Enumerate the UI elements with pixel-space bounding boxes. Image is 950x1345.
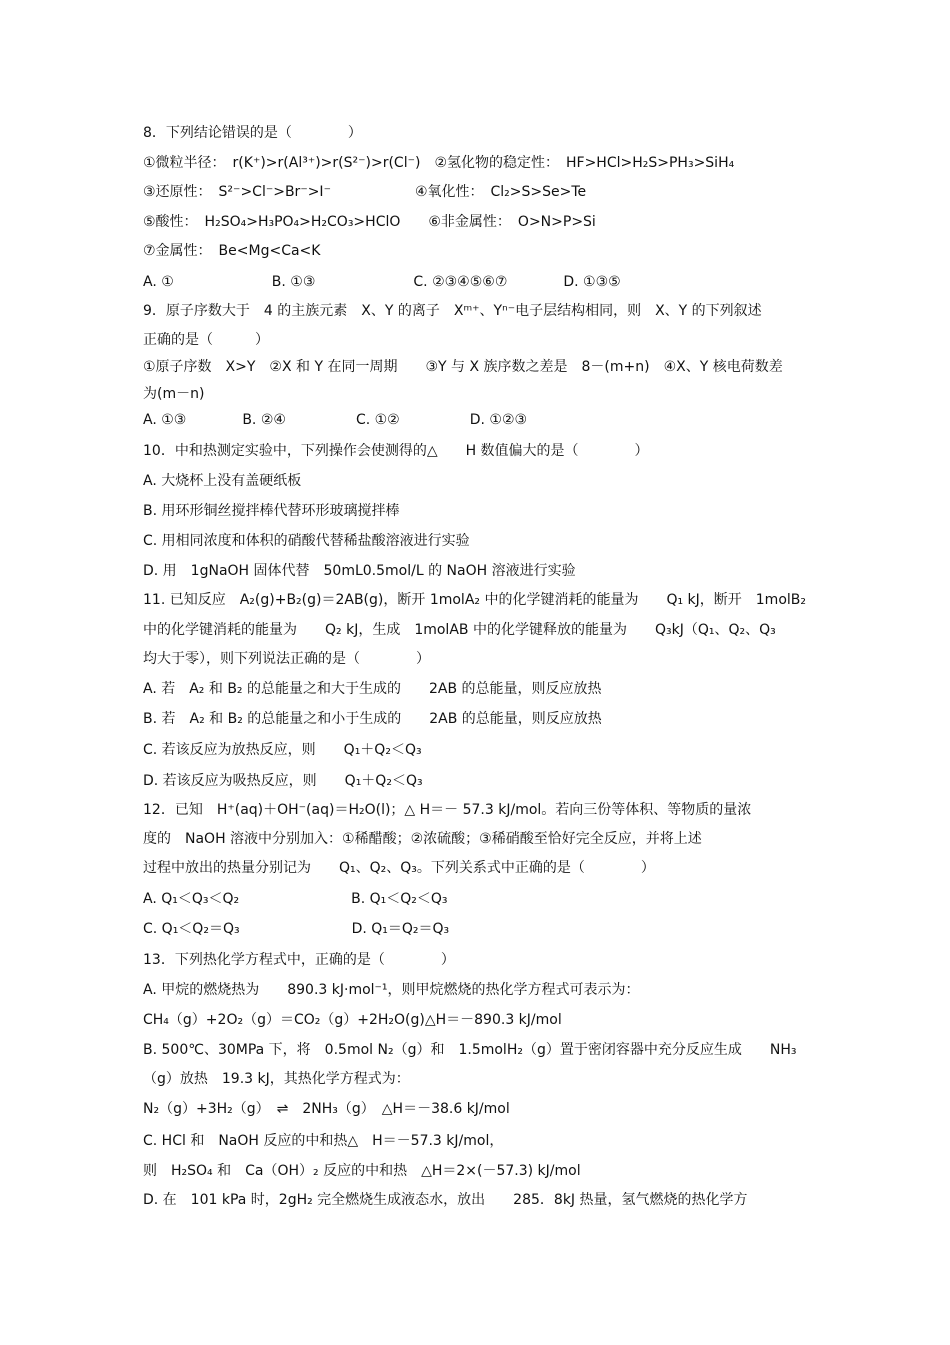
q8-item-1-2: ①微粒半径： r(K⁺)>r(Al³⁺)>r(S²⁻)>r(Cl⁻) ②氢化物的稳定性： HF>HCl>H₂S>PH₃>SiH₄: [143, 155, 735, 171]
q8-options: A. ① B. ①③ C. ②③④⑤⑥⑦ D. ①③⑤: [143, 274, 621, 290]
q8-item-7: ⑦金属性： Be<Mg<Ca<K: [143, 243, 321, 259]
q13-option-a: A. 甲烷的燃烧热为 890.3 kJ·mol⁻¹，则甲烷燃烧的热化学方程式可表示为：: [143, 982, 640, 998]
q13-option-b-equation: N₂（g）+3H₂（g） ⇌ 2NH₃（g） △H＝－38.6 kJ/mol: [143, 1101, 510, 1117]
q13-option-b-cont: （g）放热 19.3 kJ，其热化学方程式为：: [143, 1071, 410, 1087]
q11-option-a: A. 若 A₂ 和 B₂ 的总能量之和大于生成的 2AB 的总能量，则反应放热: [143, 681, 602, 697]
q13-option-c: C. HCl 和 NaOH 反应的中和热△ H＝－57.3 kJ/mol，: [143, 1133, 504, 1149]
q9-items: ①原子序数 X>Y ②X 和 Y 在同一周期 ③Y 与 X 族序数之差是 8－(m+n) ④X、Y 核电荷数差: [143, 359, 783, 375]
q13-option-d: D. 在 101 kPa 时，2gH₂ 完全燃烧生成液态水，放出 285．8kJ 热量，氢气燃烧的热化学方: [143, 1192, 748, 1208]
q12-options-cd: C. Q₁＜Q₂＝Q₃ D. Q₁＝Q₂＝Q₃: [143, 921, 450, 937]
q13-stem: 13．下列热化学方程式中，正确的是（ ）: [143, 952, 455, 968]
q11-option-c: C. 若该反应为放热反应，则 Q₁＋Q₂＜Q₃: [143, 742, 422, 758]
q11-option-b: B. 若 A₂ 和 B₂ 的总能量之和小于生成的 2AB 的总能量，则反应放热: [143, 711, 602, 727]
q11-stem: 11. 已知反应 A₂(g)+B₂(g)＝2AB(g)，断开 1molA₂ 中的化学键消耗的能量为 Q₁ kJ，断开 1molB₂: [143, 592, 806, 608]
q11-stem-cont2: 均大于零），则下列说法正确的是（ ）: [143, 651, 430, 667]
q13-option-b: B. 500℃、30MPa 下，将 0.5mol N₂（g）和 1.5molH₂（g）置于密闭容器中充分反应生成 NH₃: [143, 1042, 797, 1058]
q9-stem-cont: 正确的是（ ）: [143, 332, 269, 348]
q12-stem-cont1: 度的 NaOH 溶液中分别加入：①稀醋酸；②浓硫酸；③稀硝酸至恰好完全反应，并将上述: [143, 831, 702, 847]
q10-option-c: C. 用相同浓度和体积的硝酸代替稀盐酸溶液进行实验: [143, 533, 470, 549]
q8-item-3-4: ③还原性： S²⁻>Cl⁻>Br⁻>I⁻ ④氧化性： Cl₂>S>Se>Te: [143, 184, 587, 200]
q13-option-a-equation: CH₄（g）+2O₂（g）＝CO₂（g）+2H₂O(g)△H＝－890.3 kJ/mol: [143, 1012, 562, 1028]
q10-option-b: B. 用环形铜丝搅拌棒代替环形玻璃搅拌棒: [143, 503, 400, 519]
q8-stem: 8．下列结论错误的是（ ）: [143, 125, 362, 141]
q13-option-c-cont: 则 H₂SO₄ 和 Ca（OH）₂ 反应的中和热 △H＝2×(－57.3) kJ/mol: [143, 1163, 581, 1179]
q9-items-cont: 为(m－n): [143, 386, 205, 402]
q12-stem: 12．已知 H⁺(aq)＋OH⁻(aq)＝H₂O(l)；△ H＝－ 57.3 kJ/mol。若向三份等体积、等物质的量浓: [143, 802, 752, 818]
q8-item-5-6: ⑤酸性： H₂SO₄>H₃PO₄>H₂CO₃>HClO ⑥非金属性： O>N>P>Si: [143, 214, 596, 230]
q9-options: A. ①③ B. ②④ C. ①② D. ①②③: [143, 412, 528, 428]
q11-stem-cont1: 中的化学键消耗的能量为 Q₂ kJ，生成 1molAB 中的化学键释放的能量为 Q₃kJ（Q₁、Q₂、Q₃: [143, 622, 776, 638]
q10-option-a: A. 大烧杯上没有盖硬纸板: [143, 473, 302, 489]
q12-options-ab: A. Q₁＜Q₃＜Q₂ B. Q₁＜Q₂＜Q₃: [143, 891, 448, 907]
q9-stem: 9．原子序数大于 4 的主族元素 X、Y 的离子 Xᵐ⁺、Yⁿ⁻电子层结构相同，则 X、Y 的下列叙述: [143, 303, 762, 319]
q11-option-d: D. 若该反应为吸热反应，则 Q₁＋Q₂＜Q₃: [143, 773, 423, 789]
q10-stem: 10．中和热测定实验中，下列操作会使测得的△ H 数值偏大的是（ ）: [143, 443, 649, 459]
q12-stem-cont2: 过程中放出的热量分别记为 Q₁、Q₂、Q₃。下列关系式中正确的是（ ）: [143, 860, 655, 876]
q10-option-d: D. 用 1gNaOH 固体代替 50mL0.5mol/L 的 NaOH 溶液进行实验: [143, 563, 576, 579]
